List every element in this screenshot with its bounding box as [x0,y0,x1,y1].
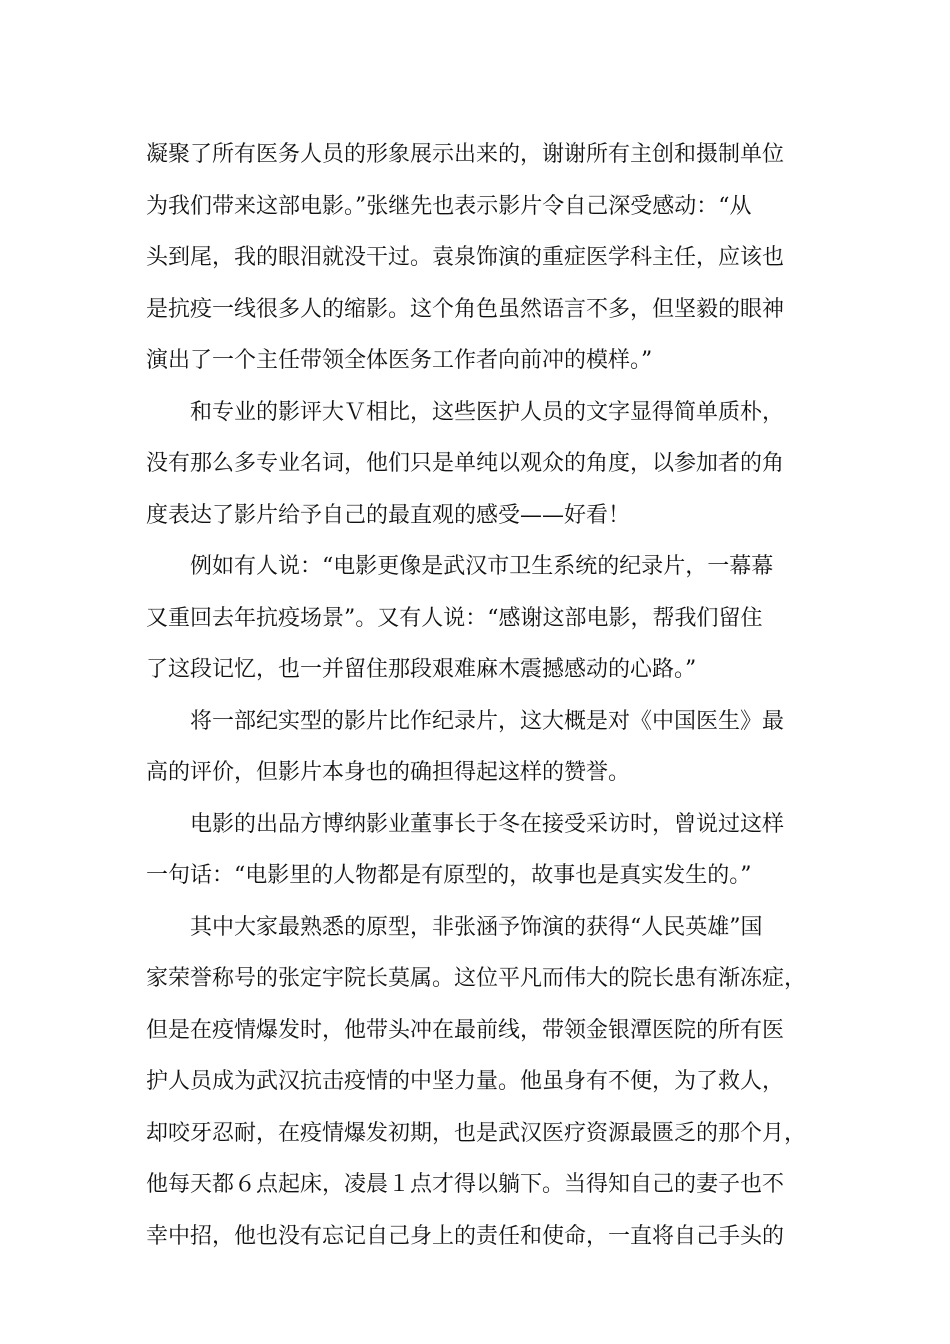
article-body [146,129,822,1262]
text-line-22: 幸中招，他也没有忘记自己身上的责任和使命，一直将自己手头的 [146,1223,785,1249]
text-line-2: 为我们带来这部电影。”张继先也表示影片令自己深受感动：“从 [146,193,752,219]
text-line-3: 头到尾，我的眼泪就没干过。袁泉饰演的重症医学科主任，应该也 [146,245,785,270]
text-line-11: 了这段记忆，也一并留住那段艰难麻木震撼感动的心路。” [146,657,697,682]
text-line-4: 是抗疫一线很多人的缩影。这个角色虽然语言不多，但坚毅的眼神 [146,296,785,322]
text-line-18: 但是在疫情爆发时，他带头冲在最前线，带领金银潭医院的所有医 [146,1017,785,1043]
text-line-19: 护人员成为武汉抗击疫情的中坚力量。他虽身有不便，为了救人， [146,1069,785,1094]
text-line-14: 电影的出品方博纳影业董事长于冬在接受采访时，曾说过这样 [190,811,785,837]
text-line-17: 家荣誉称号的张定宇院长莫属。这位平凡而伟大的院长患有渐冻症， [146,966,807,991]
text-line-5: 演出了一个主任带领全体医务工作者向前冲的模样。” [146,348,653,373]
text-line-6: 和专业的影评大Ｖ相比，这些医护人员的文字显得简单质朴， [190,399,785,425]
text-line-20: 却咬牙忍耐，在疫情爆发初期，也是武汉医疗资源最匮乏的那个月， [146,1120,807,1146]
text-line-21: 他每天都６点起床，凌晨１点才得以躺下。当得知自己的妻子也不 [146,1172,785,1197]
text-line-12: 将一部纪实型的影片比作纪录片，这大概是对《中国医生》最 [190,708,785,734]
text-line-7: 没有那么多专业名词，他们只是单纯以观众的角度，以参加者的角 [146,451,785,476]
text-line-10: 又重回去年抗疫场景”。又有人说：“感谢这部电影，帮我们留住 [146,605,763,631]
text-line-15: 一句话：“电影里的人物都是有原型的，故事也是真实发生的。” [146,863,752,888]
text-line-1: 凝聚了所有医务人员的形象展示出来的，谢谢所有主创和摄制单位 [146,142,785,167]
text-line-13: 高的评价，但影片本身也的确担得起这样的赞誉。 [146,760,631,785]
text-line-16: 其中大家最熟悉的原型，非张涵予饰演的获得“人民英雄”国 [190,914,763,940]
text-line-9: 例如有人说：“电影更像是武汉市卫生系统的纪录片，一幕幕 [190,554,774,579]
text-line-8: 度表达了影片给予自己的最直观的感受——好看！ [146,502,631,528]
